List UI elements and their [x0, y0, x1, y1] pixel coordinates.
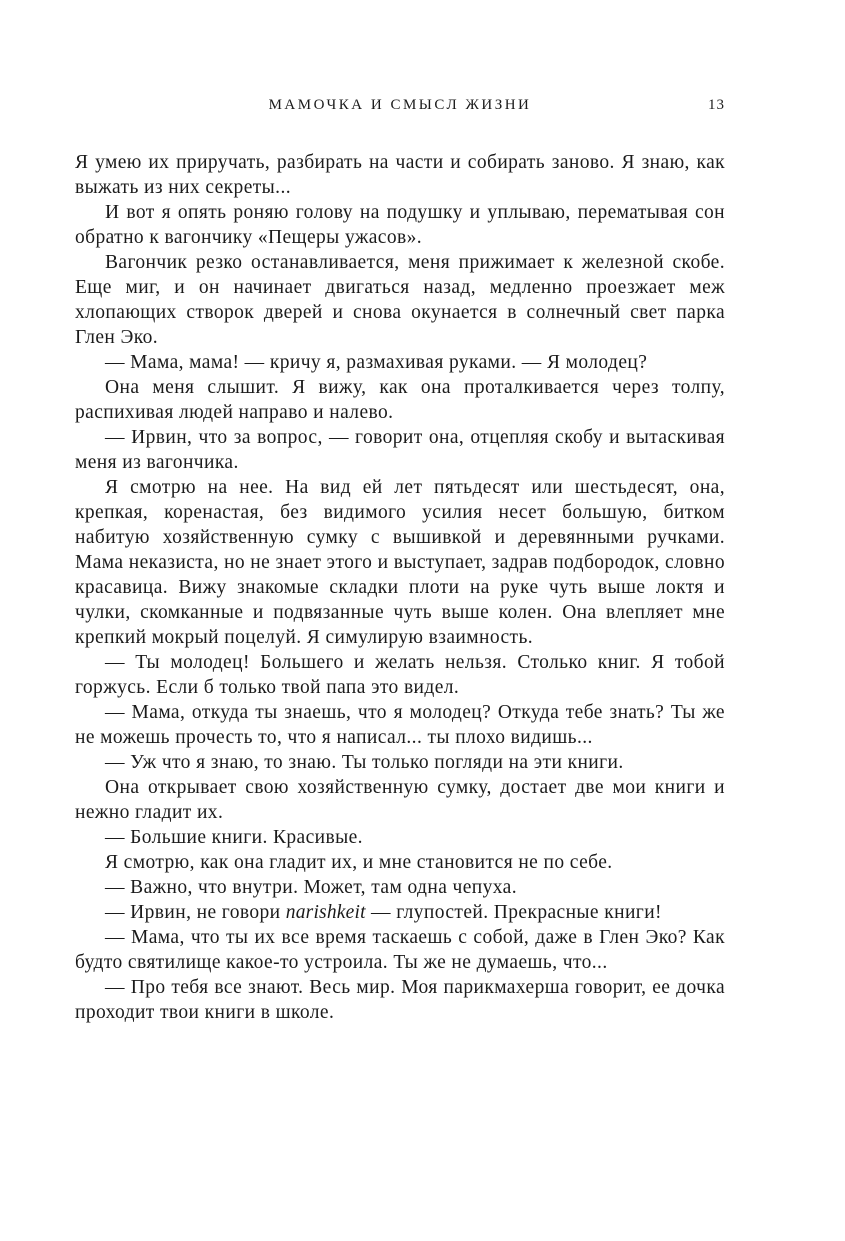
running-header	[75, 97, 725, 114]
paragraph	[75, 825, 725, 850]
paragraph	[75, 700, 725, 750]
paragraph	[75, 875, 725, 900]
text-run: И вот я опять роняю голову на подушку и уплываю, перематывая сон обратно к вагончику «Пещеры ужасов».	[75, 202, 725, 248]
paragraph	[75, 350, 725, 375]
text-run: — Важно, что внутри. Может, там одна чепуха.	[105, 877, 517, 898]
paragraph	[75, 975, 725, 1025]
paragraph	[75, 425, 725, 475]
paragraph	[75, 775, 725, 825]
italic-term: narishkeit	[285, 902, 366, 923]
text-run: Она открывает свою хозяйственную сумку, достает две мои книги и нежно гладит их.	[75, 777, 725, 823]
paragraph	[75, 375, 725, 425]
text-run: — Мама, мама! — кричу я, размахивая руками. — Я молодец?	[105, 352, 648, 373]
paragraph	[75, 900, 725, 925]
paragraph	[75, 200, 725, 250]
paragraph	[75, 250, 725, 350]
text-run: — Про тебя все знают. Весь мир. Моя парикмахерша говорит, ее дочка проходит твои книги в школе.	[75, 977, 725, 1023]
paragraph	[75, 150, 725, 200]
running-title: МАМОЧКА И СМЫСЛ ЖИЗНИ	[268, 97, 532, 113]
paragraph	[75, 650, 725, 700]
paragraph	[75, 850, 725, 875]
paragraph	[75, 475, 725, 650]
text-run: Я смотрю, как она гладит их, и мне становится не по себе.	[105, 852, 613, 873]
paragraph	[75, 750, 725, 775]
text-run: — Ирвин, не говори	[105, 902, 286, 923]
text-run: Я умею их приручать, разбирать на части и собирать заново. Я знаю, как выжать из них секреты...	[75, 152, 725, 198]
text-run: — Уж что я знаю, то знаю. Ты только погляди на эти книги.	[105, 752, 624, 773]
text-run: Вагончик резко останавливается, меня прижимает к железной скобе. Еще миг, и он начинает двигаться назад, медленно проезжает меж хлопающих створок дверей и снова окунается в солнечный свет парка Глен Эко.	[75, 252, 725, 348]
text-run: — Большие книги. Красивые.	[105, 827, 363, 848]
text-run: — Мама, откуда ты знаешь, что я молодец? Откуда тебе знать? Ты же не можешь прочесть то, что я написал... ты плохо видишь...	[75, 702, 725, 748]
page-body	[75, 150, 725, 1025]
text-run: Она меня слышит. Я вижу, как она проталкивается через толпу, распихивая людей направо и налево.	[75, 377, 725, 423]
text-run: — Ты молодец! Большего и желать нельзя. Столько книг. Я тобой горжусь. Если б только твой папа это видел.	[75, 652, 725, 698]
paragraph	[75, 925, 725, 975]
text-run: — Мама, что ты их все время таскаешь с собой, даже в Глен Эко? Как будто святилище какое-то устроила. Ты же не думаешь, что...	[75, 927, 725, 973]
text-run: — глупостей. Прекрасные книги!	[365, 902, 662, 923]
text-run: Я смотрю на нее. На вид ей лет пятьдесят или шестьдесят, она, крепкая, коренастая, без видимого усилия несет большую, битком набитую хозяйственную сумку с вышивкой и деревянными ручками. Мама неказиста, но не знает этого и выступает, задрав подбородок, словно красавица. Вижу знакомые складки плоти на руке чуть выше локтя и чулки, скомканные и подвязанные чуть выше колен. Она влепляет мне крепкий мокрый поцелуй. Я симулирую взаимность.	[75, 477, 725, 648]
page-number: 13	[708, 97, 725, 113]
text-run: — Ирвин, что за вопрос, — говорит она, отцепляя скобу и вытаскивая меня из вагончика.	[75, 427, 725, 473]
